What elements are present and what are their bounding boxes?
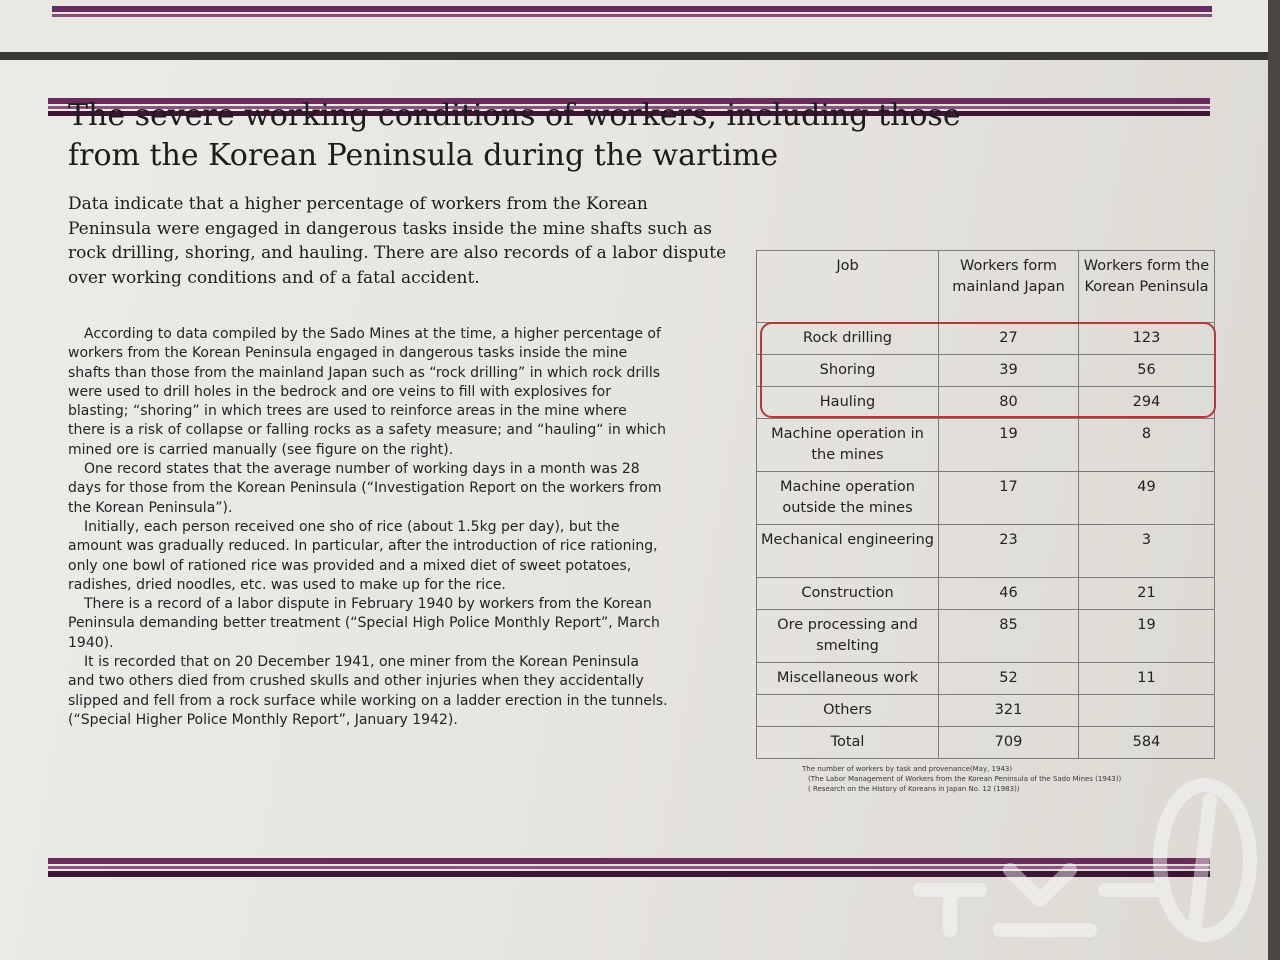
cell-korea: 49 bbox=[1079, 472, 1215, 525]
workers-table-wrap bbox=[756, 250, 1214, 759]
cell-job: Hauling bbox=[757, 387, 939, 419]
table-row bbox=[757, 419, 1215, 472]
table-row bbox=[757, 323, 1215, 355]
cell-job: Rock drilling bbox=[757, 323, 939, 355]
cell-korea: 3 bbox=[1079, 525, 1215, 578]
table-caption bbox=[802, 764, 1222, 794]
cell-job: Mechanical engineering bbox=[757, 525, 939, 578]
cell-job: Others bbox=[757, 695, 939, 727]
lead-paragraph: Data indicate that a higher percentage of workers from the Korean Peninsula were engaged in dangerous tasks inside the mine shafts such as rock drilling, shoring, and hauling. There are also records of a labor dispute over working conditions and of a fatal accident. bbox=[68, 194, 727, 288]
cell-japan: 27 bbox=[939, 323, 1079, 355]
cell-japan: 39 bbox=[939, 355, 1079, 387]
cell-korea: 56 bbox=[1079, 355, 1215, 387]
cell-japan: 52 bbox=[939, 663, 1079, 695]
table-row bbox=[757, 355, 1215, 387]
body-paragraph: One record states that the average number of working days in a month was 28 days for those from the Korean Peninsula (“Investigation Report on the workers from the Korean Peninsula”). bbox=[68, 461, 662, 516]
cell-korea: 8 bbox=[1079, 419, 1215, 472]
caption-line: The number of workers by task and provenance(May, 1943) bbox=[802, 765, 1013, 773]
cell-japan: 17 bbox=[939, 472, 1079, 525]
cell-job: Machine operation in the mines bbox=[757, 419, 939, 472]
cell-japan: 23 bbox=[939, 525, 1079, 578]
caption-line: ( Research on the History of Koreans in Japan No. 12 (1983)) bbox=[808, 785, 1020, 793]
table-row bbox=[757, 663, 1215, 695]
upper-band-top bbox=[52, 6, 1212, 12]
body-paragraph: According to data compiled by the Sado Mines at the time, a higher percentage of workers from the Korean Peninsula engaged in dangerous tasks inside the mine shafts than those from the mainland Japan such as “rock drilling” in which rock drills were used to drill holes in the bedrock and ore veins to fill with explosives for blasting; “shoring” in which trees are used to reinforce areas in the mine where there is a risk of collapse or falling rocks as a safety measure; and “hauling“ in which mined ore is carried manually (see figure on the right). bbox=[68, 326, 667, 458]
cell-job: Ore processing and smelting bbox=[757, 610, 939, 663]
cell-japan: 321 bbox=[939, 695, 1079, 727]
cell-job: Machine operation outside the mines bbox=[757, 472, 939, 525]
upper-band-thin bbox=[52, 14, 1212, 17]
table-row bbox=[757, 525, 1215, 578]
table-row bbox=[757, 610, 1215, 663]
cell-job: Total bbox=[757, 727, 939, 759]
header-job: Job bbox=[757, 251, 939, 323]
table-row-total bbox=[757, 727, 1215, 759]
cell-korea: 11 bbox=[1079, 663, 1215, 695]
table-header-row bbox=[757, 251, 1215, 323]
cell-korea: 294 bbox=[1079, 387, 1215, 419]
body-paragraph: It is recorded that on 20 December 1941, one miner from the Korean Peninsula and two others died from crushed skulls and other injuries when they accidentally slipped and fell from a rock surface while working on a ladder erection in the tunnels. (“Special Higher Police Monthly Report”, January 1942). bbox=[68, 654, 668, 728]
upper-panel bbox=[0, 0, 1268, 52]
header-japan: Workers form mainland Japan bbox=[939, 251, 1079, 323]
cell-job: Shoring bbox=[757, 355, 939, 387]
header-korea: Workers form the Korean Peninsula bbox=[1079, 251, 1215, 323]
panel-gap bbox=[0, 52, 1280, 60]
cell-korea: 21 bbox=[1079, 578, 1215, 610]
workers-table bbox=[756, 250, 1215, 759]
caption-line: (The Labor Management of Workers from the Korean Peninsula of the Sado Mines (1943)) bbox=[808, 775, 1122, 783]
table-row bbox=[757, 387, 1215, 419]
cell-korea: 19 bbox=[1079, 610, 1215, 663]
cell-korea: 123 bbox=[1079, 323, 1215, 355]
cell-korea bbox=[1079, 695, 1215, 727]
cell-job: Construction bbox=[757, 578, 939, 610]
body-paragraph: Initially, each person received one sho of rice (about 1.5kg per day), but the amount was gradually reduced. In particular, after the introduction of rice rationing, only one bowl of rationed rice was provided and a mixed diet of sweet potatoes, radishes, dried noodles, etc. was used to make up for the rice. bbox=[68, 518, 658, 593]
body-text bbox=[68, 325, 668, 730]
bottom-band bbox=[48, 858, 1210, 882]
table-row bbox=[757, 695, 1215, 727]
cell-korea: 584 bbox=[1079, 727, 1215, 759]
cell-japan: 85 bbox=[939, 610, 1079, 663]
cell-japan: 19 bbox=[939, 419, 1079, 472]
cell-japan: 709 bbox=[939, 727, 1079, 759]
body-paragraph: There is a record of a labor dispute in February 1940 by workers from the Korean Peninsula demanding better treatment (“Special High Police Monthly Report”, March 1940). bbox=[68, 596, 660, 651]
frame-edge bbox=[1268, 0, 1280, 960]
cell-japan: 46 bbox=[939, 578, 1079, 610]
cell-job: Miscellaneous work bbox=[757, 663, 939, 695]
cell-japan: 80 bbox=[939, 387, 1079, 419]
table-row bbox=[757, 578, 1215, 610]
table-row bbox=[757, 472, 1215, 525]
page-title: The severe working conditions of workers, including those from the Korean Peninsula during the wartime bbox=[68, 98, 961, 173]
